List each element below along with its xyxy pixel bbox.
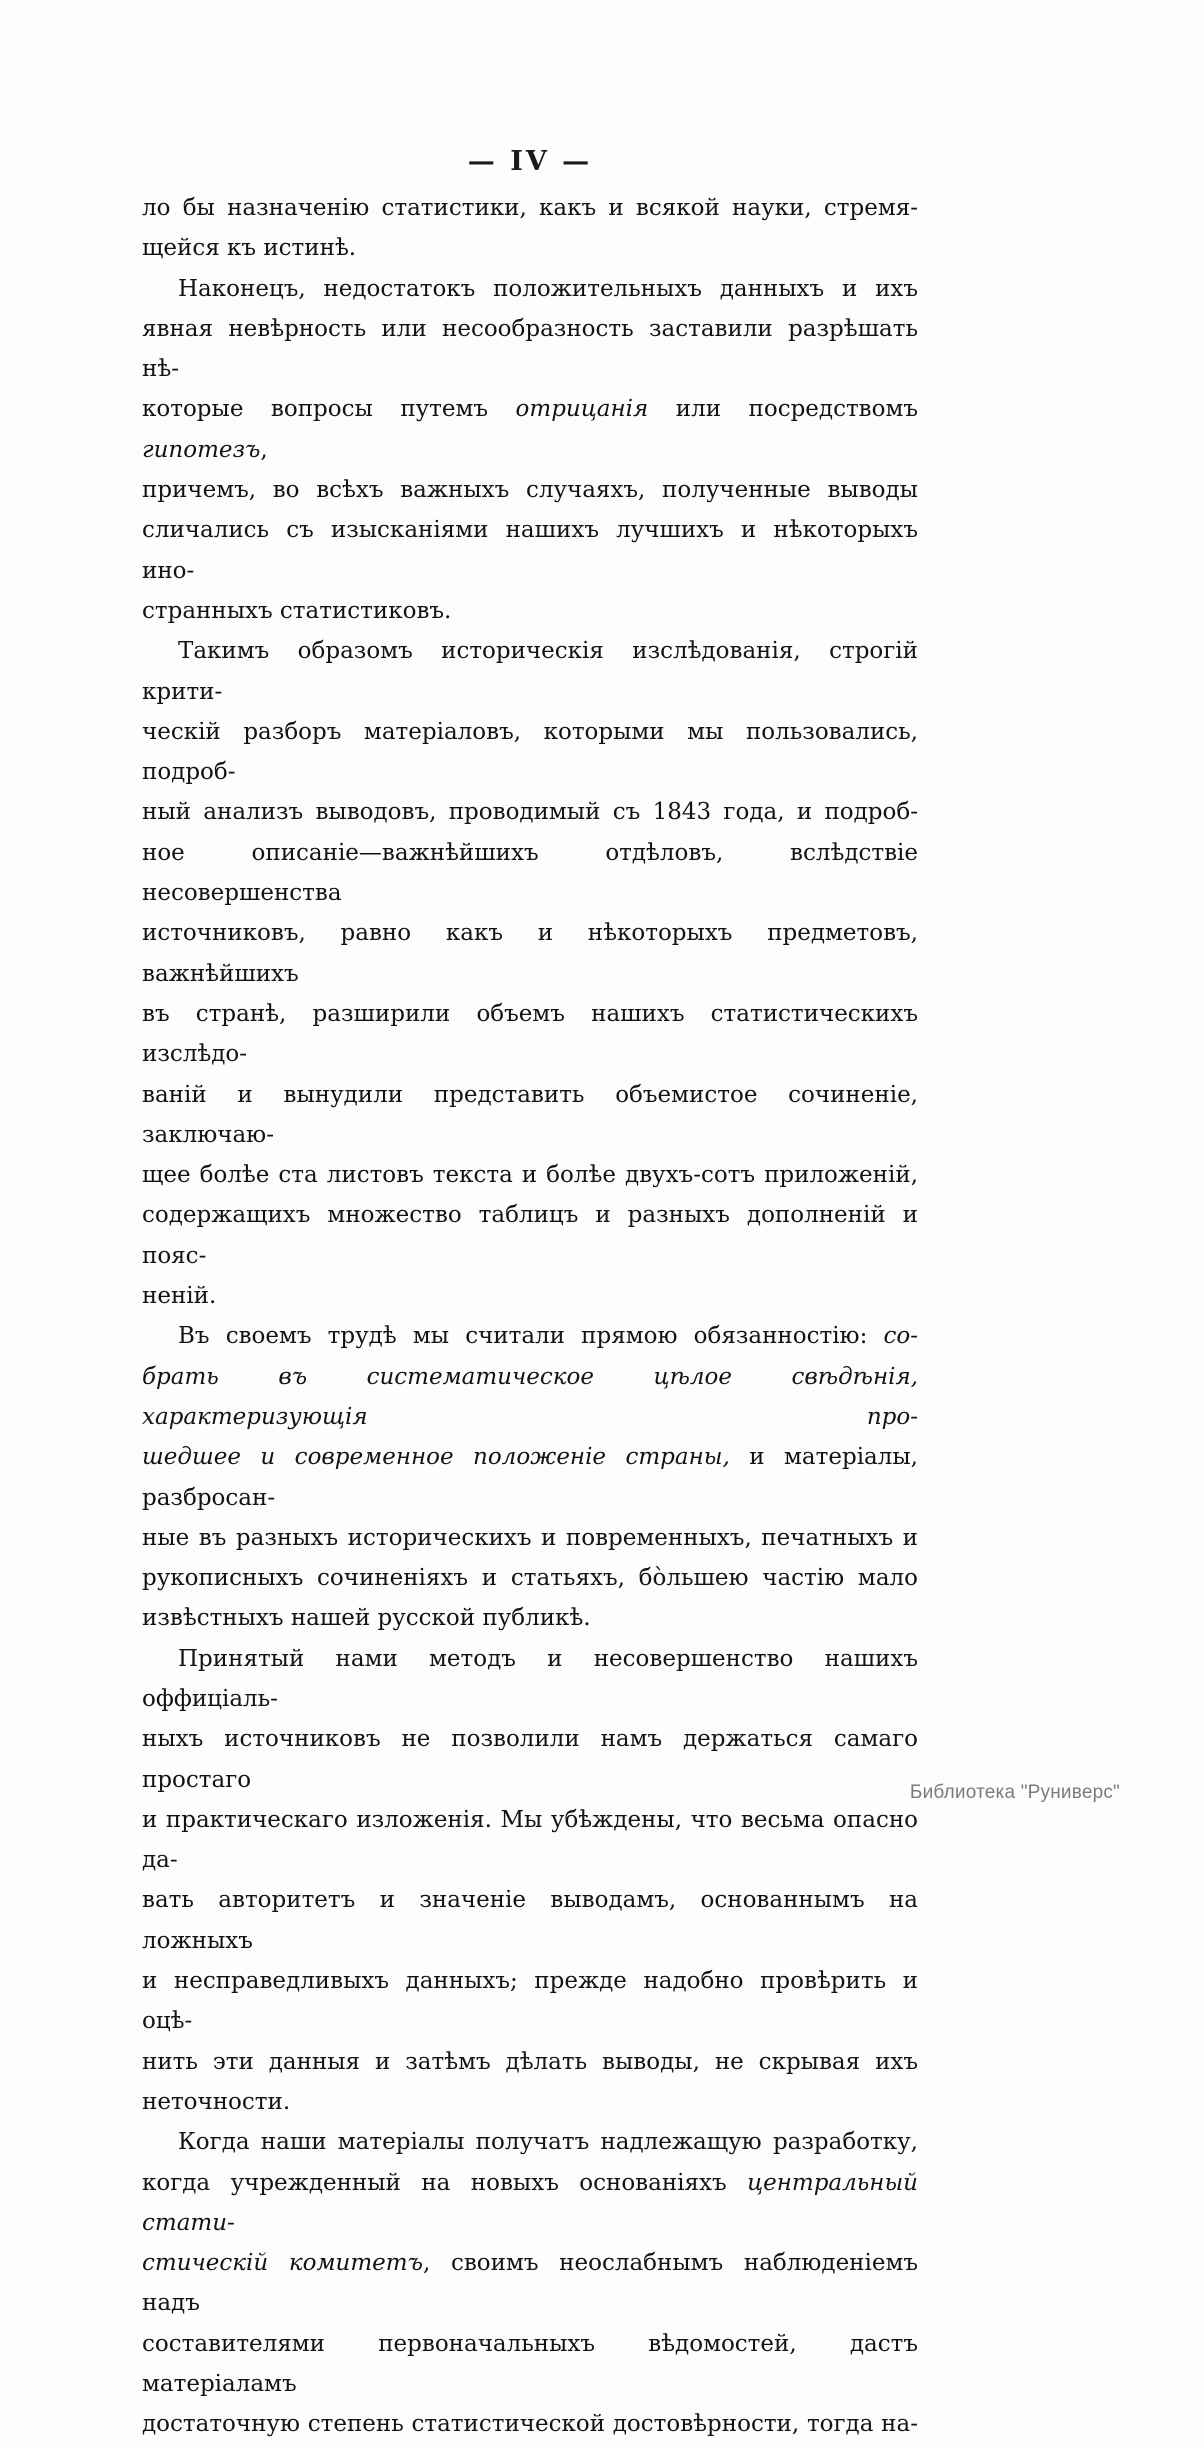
text-line (142, 309, 918, 390)
text-segment: ныхъ источниковъ не позволили намъ держаться самаго простаго (142, 1726, 918, 1793)
text-segment: достаточную степень статистической достовѣрности, тогда на- (142, 2411, 918, 2438)
text-line (142, 792, 918, 832)
text-line (142, 269, 918, 309)
text-line (142, 591, 918, 631)
text-segment: сличались съ изысканіями нашихъ лучшихъ и нѣкоторыхъ ино- (142, 517, 918, 584)
paragraph (142, 1316, 918, 1638)
paragraph (142, 631, 918, 1316)
text-segment: Такимъ образомъ историческія изслѣдованія, строгій крити- (142, 638, 918, 705)
text-segment: явная невѣрность или несообразность заставили разрѣшать нѣ- (142, 315, 918, 383)
text-segment: и несправедливыхъ данныхъ; прежде надобно провѣрить и оцѣ- (142, 1968, 918, 2035)
text-segment: ваній и вынудили представить объемистое сочиненіе, заключаю- (142, 1081, 918, 1148)
text-segment: составителями первоначальныхъ вѣдомостей, дастъ матеріаламъ (142, 2330, 918, 2398)
text-line (142, 1357, 918, 1438)
text-segment-italic: шедшее и современное положеніе страны, (142, 1444, 730, 1471)
text-line (142, 1961, 918, 2042)
text-line (142, 712, 918, 793)
text-line (142, 1316, 918, 1356)
text-segment: или посредствомъ (648, 396, 918, 423)
paragraph (142, 1639, 918, 2123)
text-segment-italic: отрицанія (515, 396, 649, 423)
text-segment: щейся къ истинѣ. (142, 235, 357, 262)
text-line (142, 2243, 918, 2324)
text-segment: вать авторитетъ и значеніе выводамъ, основаннымъ на ложныхъ (142, 1887, 918, 1954)
text-line (142, 2324, 918, 2405)
text-line (142, 2404, 918, 2444)
text-line (142, 2082, 918, 2122)
text-segment: неточности. (142, 2088, 291, 2115)
text-segment: въ странѣ, разширили объемъ нашихъ статистическихъ изслѣдо- (142, 1000, 918, 1068)
text-segment: ное описаніе—важнѣйшихъ отдѣловъ, вслѣдствіе несовершенства (142, 839, 918, 907)
text-line (142, 2042, 918, 2082)
text-segment: источниковъ, равно какъ и нѣкоторыхъ предметовъ, важнѣйшихъ (142, 920, 918, 987)
text-segment-italic: брать въ систематическое цѣлое свѣдѣнія, характеризующія про- (142, 1363, 918, 1430)
text-segment: и практическаго изложенія. Мы убѣждены, что весьма опасно да- (142, 1806, 918, 1874)
text-segment: ческій разборъ матеріаловъ, которыми мы пользовались, подроб- (142, 718, 918, 786)
text-line (142, 1598, 918, 1638)
text-line (142, 1437, 918, 1518)
text-segment: , своимъ неослабнымъ наблюденіемъ надъ (142, 2250, 918, 2317)
text-segment: извѣстныхъ нашей русской публикѣ. (142, 1605, 591, 1632)
text-line (142, 631, 918, 712)
text-line (142, 1558, 918, 1598)
text-segment: ный анализъ выводовъ, проводимый съ 1843 года, и подроб- (142, 799, 918, 826)
paragraph (142, 269, 918, 632)
text-segment: и матеріалы, разбросан- (142, 1444, 918, 1511)
text-line (142, 188, 918, 228)
text-segment: ные въ разныхъ историческихъ и повременныхъ, печатныхъ и (142, 1524, 918, 1551)
text-line (142, 2122, 918, 2162)
text-segment-italic: со- (883, 1323, 918, 1350)
text-segment: Принятый нами методъ и несовершенство нашихъ оффиціаль- (142, 1645, 918, 1712)
text-segment: Когда наши матеріалы получатъ надлежащую разработку, (178, 2129, 918, 2156)
text-segment: содержащихъ множество таблицъ и разныхъ дополненій и пояс- (142, 1202, 918, 1269)
text-line (142, 389, 918, 470)
text-line (142, 1075, 918, 1156)
text-line (142, 913, 918, 994)
text-segment: странныхъ статистиковъ. (142, 597, 452, 624)
text-segment: щее болѣе ста листовъ текста и болѣе двухъ-сотъ приложеній, (142, 1162, 918, 1189)
text-line (142, 1195, 918, 1276)
text-line (142, 1639, 918, 1720)
text-segment: которые вопросы путемъ (142, 396, 516, 423)
text-line (142, 510, 918, 591)
text-line (142, 2163, 918, 2244)
text-segment: когда учрежденный на новыхъ основаніяхъ (142, 2169, 748, 2196)
text-line (142, 1880, 918, 1961)
library-watermark: Библиотека "Руниверс" (909, 1782, 1120, 1803)
page-number: — IV — (467, 146, 593, 177)
text-segment: причемъ, во всѣхъ важныхъ случаяхъ, полученные выводы (142, 477, 918, 504)
text-segment-italic: гипотезъ (142, 436, 261, 463)
text-segment: Въ своемъ трудѣ мы считали прямою обязанностію: (178, 1323, 884, 1350)
text-segment: , (260, 436, 268, 463)
paragraph (142, 188, 918, 269)
text-segment: Наконецъ, недостатокъ положительныхъ данныхъ и ихъ (178, 275, 918, 302)
text-line (142, 228, 918, 268)
text-segment-italic: центральный стати- (142, 2169, 918, 2236)
text-block (142, 188, 918, 2445)
text-line (142, 833, 918, 914)
text-line (142, 994, 918, 1075)
text-line (142, 1800, 918, 1881)
text-line (142, 1276, 918, 1316)
text-segment: неній. (142, 1283, 217, 1310)
paragraph (142, 2122, 918, 2444)
text-segment: нить эти данныя и затѣмъ дѣлать выводы, не скрывая ихъ (142, 2048, 918, 2075)
text-line (142, 470, 918, 510)
text-segment: ло бы назначенію статистики, какъ и всякой науки, стремя- (142, 195, 918, 221)
text-line (142, 1719, 918, 1800)
text-segment-italic: стическій комитетъ (142, 2250, 423, 2277)
text-line (142, 1518, 918, 1558)
text-line (142, 1155, 918, 1195)
text-segment: рукописныхъ сочиненіяхъ и статьяхъ, бо̀льшею частію мало (142, 1565, 918, 1592)
